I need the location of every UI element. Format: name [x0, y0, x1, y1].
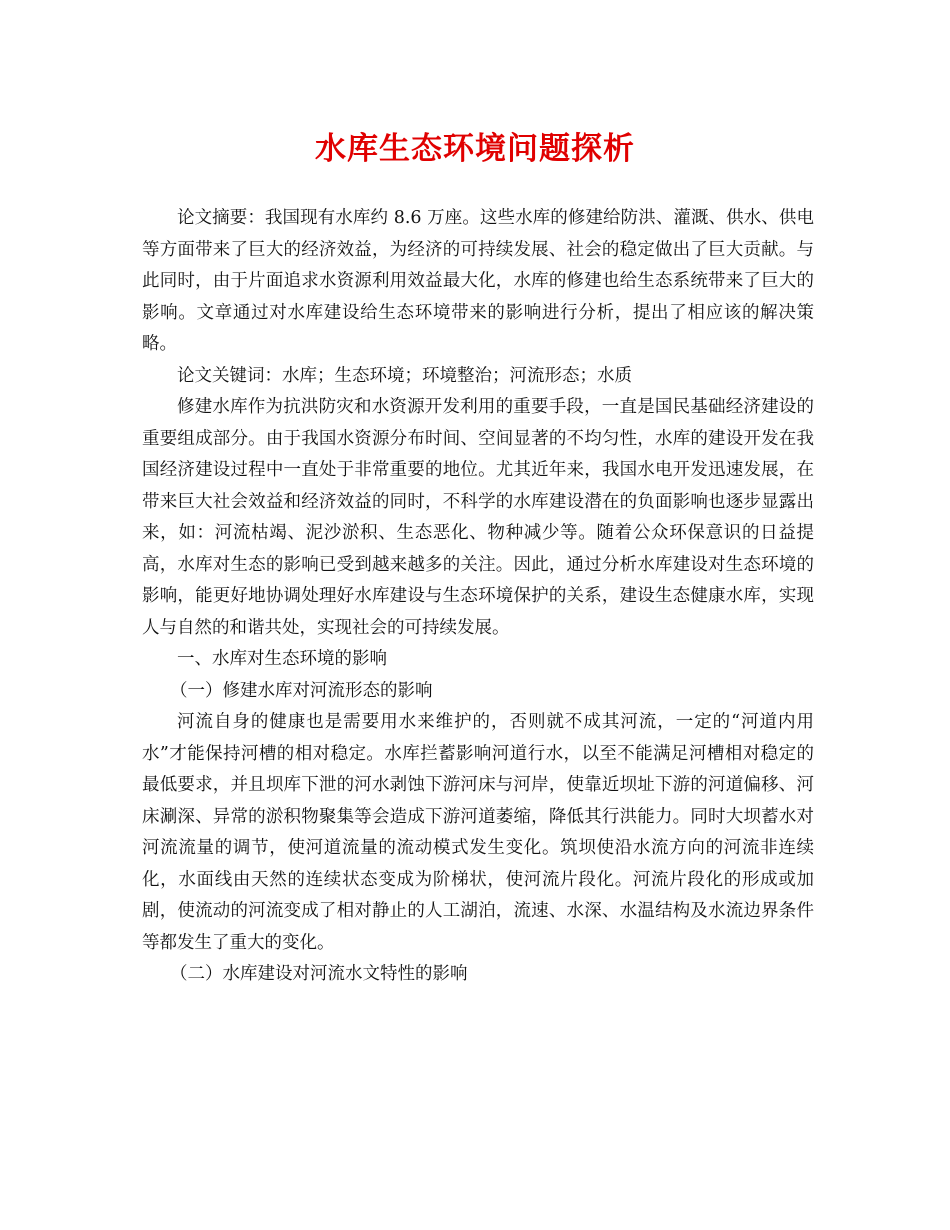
subsection-heading: （二）水库建设对河流水文特性的影响 — [170, 964, 468, 984]
body-paragraph: 河流自身的健康也是需要用水来维护的，否则就不成其河流，一定的“河道内用水”才能保持河槽的相对稳定。水库拦蓄影响河道行水，以至不能满足河槽相对稳定的最低要求，并且坝库下泄的河水剥蚀下游河床与河岸，使靠近坝址下游的河道偏移、河床涮深、异常的淤积物聚集等会造成下游河道萎缩，降低其行洪能力。同时大坝蓄水对河流流量的调节，使河道流量的流动模式发生变化。筑坝使沿水流方向的河流非连续化，水面线由天然的连续状态变成为阶梯状，使河流片段化。河流片段化的形成或加剧，使流动的河流变成了相对静止的人工湖泊，流速、水深、水温结构及水流边界条件等都发生了重大的变化。 — [142, 712, 814, 953]
document-body — [142, 203, 814, 991]
abstract-paragraph: 论文摘要：我国现有水库约 8.6 万座。这些水库的修建给防洪、灌溉、供水、供电等方面带来了巨大的经济效益，为经济的可持续发展、社会的稳定做出了巨大贡献。与此同时，由于片面追求水资源利用效益最大化，水库的修建也给生态系统带来了巨大的影响。文章通过对水库建设给生态环境带来的影响进行分析，提出了相应该的解决策略。 — [142, 208, 814, 354]
document-title: 水库生态环境问题探析 — [315, 131, 635, 167]
subsection-heading: （一）修建水库对河流形态的影响 — [170, 680, 433, 701]
section-heading: 一、水库对生态环境的影响 — [177, 649, 387, 669]
intro-paragraph: 修建水库作为抗洪防灾和水资源开发利用的重要手段，一直是国民基础经济建设的重要组成部分。由于我国水资源分布时间、空间显著的不均匀性，水库的建设开发在我国经济建设过程中一直处于非常重要的地位。尤其近年来，我国水电开发迅速发展，在带来巨大社会效益和经济效益的同时，不科学的水库建设潜在的负面影响也逐步显露出来，如：河流枯竭、泥沙淤积、生态恶化、物种减少等。随着公众环保意识的日益提高，水库对生态的影响已受到越来越多的关注。因此，通过分析水库建设对生态环境的影响，能更好地协调处理好水库建设与生态环境保护的关系，建设生态健康水库，实现人与自然的和谐共处，实现社会的可持续发展。 — [142, 397, 814, 638]
keywords-paragraph: 论文关键词：水库；生态环境；环境整治；河流形态；水质 — [177, 365, 632, 386]
